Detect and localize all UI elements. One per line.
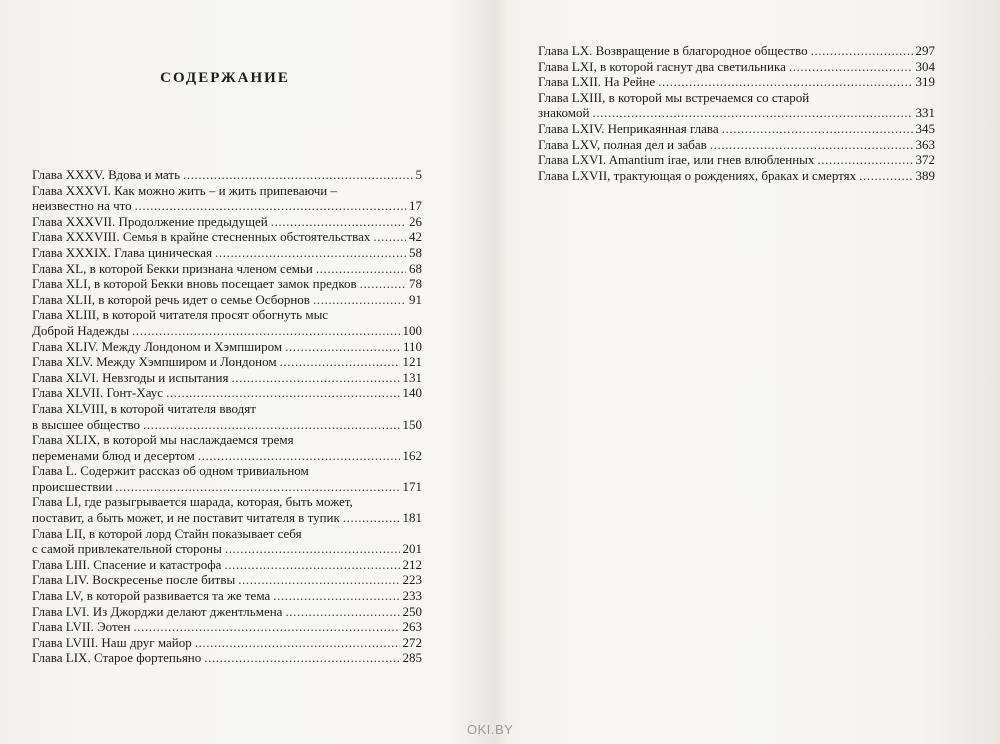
chapter-title: Глава XLVII. Гонт-Хаус	[32, 385, 164, 401]
toc-entry	[32, 463, 422, 494]
dot-leader	[198, 448, 400, 464]
dot-leader	[183, 167, 413, 183]
page-number: 250	[402, 603, 422, 619]
chapter-title: Глава XXXVI. Как можно жить – и жить припеваючи –	[32, 182, 337, 198]
toc-entry-line	[32, 526, 422, 542]
toc-entry	[538, 90, 935, 121]
dot-leader	[135, 198, 406, 214]
toc-entry	[32, 167, 422, 183]
page-number: 162	[402, 447, 422, 463]
toc-entry-line	[538, 90, 935, 106]
page-number: 285	[402, 650, 422, 666]
chapter-title: Глава LIII. Спасение и катастрофа	[32, 556, 222, 572]
dot-leader	[224, 557, 399, 573]
toc-entry-line	[32, 510, 422, 526]
page-number: 345	[915, 120, 935, 136]
right-page	[505, 0, 1000, 744]
toc-entry	[32, 276, 422, 292]
toc-entry-line	[32, 354, 422, 370]
chapter-title: происшествии	[32, 478, 113, 494]
chapter-title: Глава LXV, полная дел и забав	[538, 136, 707, 152]
chapter-title: Глава LXI, в которой гаснут два светильника	[538, 58, 786, 74]
dot-leader	[285, 604, 399, 620]
chapter-title: Глава LVII. Эотен	[32, 619, 131, 635]
page-number: 17	[409, 198, 422, 214]
page-number: 363	[915, 136, 935, 152]
dot-leader	[658, 74, 912, 90]
dot-leader	[204, 650, 399, 666]
chapter-title: Глава XLV. Между Хэмпширом и Лондоном	[32, 354, 277, 370]
toc-entry	[538, 59, 935, 75]
toc-entry-line	[32, 541, 422, 557]
chapter-title: поставит, а быть может, и не поставит читателя в тупик	[32, 510, 340, 526]
dot-leader	[343, 510, 400, 526]
page-number: 26	[409, 213, 422, 229]
toc-entry	[32, 183, 422, 214]
chapter-title: Глава XLII, в которой речь идет о семье Осборнов	[32, 291, 310, 307]
page-number: 304	[915, 58, 935, 74]
toc-entry-line	[32, 557, 422, 573]
toc-entry	[32, 385, 422, 401]
page-number: 110	[402, 338, 422, 354]
contents-heading: СОДЕРЖАНИЕ	[160, 70, 290, 86]
page-number: 263	[402, 619, 422, 635]
page-number: 68	[409, 260, 422, 276]
toc-entry-line	[32, 479, 422, 495]
chapter-title: Глава LVI. Из Джорджи делают джентльмена	[32, 603, 283, 619]
dot-leader	[231, 370, 399, 386]
toc-entry	[538, 43, 935, 59]
dot-leader	[133, 619, 399, 635]
toc-entry-line	[538, 121, 935, 137]
toc-entry	[32, 307, 422, 338]
dot-leader	[373, 229, 406, 245]
chapter-title: Глава LVIII. Наш друг майор	[32, 634, 192, 650]
chapter-title: Глава XL, в которой Бекки признана членом семьи	[32, 260, 313, 276]
chapter-title: Глава LXVI. Amantium irae, или гнев влюбленных	[538, 152, 815, 168]
chapter-title: Глава XLIV. Между Лондоном и Хэмпширом	[32, 338, 283, 354]
toc-entry	[538, 168, 935, 184]
toc-entry-line	[32, 385, 422, 401]
dot-leader	[316, 261, 406, 277]
toc-entry-line	[32, 261, 422, 277]
dot-leader	[592, 105, 912, 121]
toc-entry-line	[538, 59, 935, 75]
page-number: 331	[915, 105, 935, 121]
toc-entry-line	[32, 417, 422, 433]
chapter-title: Доброй Надежды	[32, 322, 130, 338]
toc-entry	[538, 152, 935, 168]
toc-entry-line	[32, 198, 422, 214]
toc-entry-line	[32, 307, 422, 323]
toc-entry-line	[32, 167, 422, 183]
toc-entry	[32, 604, 422, 620]
toc-entry-line	[32, 292, 422, 308]
dot-leader	[132, 323, 399, 339]
dot-leader	[710, 137, 913, 153]
dot-leader	[360, 276, 406, 292]
toc-entry-line	[32, 448, 422, 464]
toc-entry-line	[32, 323, 422, 339]
toc-entry-line	[538, 43, 935, 59]
contents-list-left	[32, 167, 422, 666]
page-number: 131	[402, 369, 422, 385]
toc-entry	[32, 401, 422, 432]
toc-entry-line	[32, 588, 422, 604]
toc-entry-line	[32, 635, 422, 651]
toc-entry-line	[32, 619, 422, 635]
page-number: 372	[915, 152, 935, 168]
dot-leader	[313, 292, 406, 308]
toc-entry	[32, 526, 422, 557]
toc-entry	[32, 650, 422, 666]
page-number: 100	[402, 322, 422, 338]
chapter-title: Глава XXXVIII. Семья в крайне стесненных обстоятельствах	[32, 229, 371, 245]
toc-entry	[32, 229, 422, 245]
chapter-title: в высшее общество	[32, 416, 141, 432]
page-number: 150	[402, 416, 422, 432]
chapter-title: Глава LXII. На Рейне	[538, 74, 656, 90]
chapter-title: Глава LIX. Старое фортепьяно	[32, 650, 202, 666]
chapter-title: неизвестно на что	[32, 198, 132, 214]
page-number: 319	[915, 74, 935, 90]
contents-list-right	[538, 43, 935, 183]
dot-leader	[280, 354, 400, 370]
toc-entry-line	[32, 604, 422, 620]
page-number: 297	[915, 43, 935, 58]
toc-entry-line	[32, 339, 422, 355]
chapter-title: Глава XLVI. Невзгоды и испытания	[32, 369, 229, 385]
page-number: 171	[402, 478, 422, 494]
page-number: 5	[415, 167, 422, 182]
toc-entry-line	[32, 401, 422, 417]
page-number: 42	[409, 229, 422, 245]
page-number: 91	[409, 291, 422, 307]
dot-leader	[115, 479, 399, 495]
toc-entry-line	[538, 152, 935, 168]
toc-entry-line	[32, 494, 422, 510]
page-number: 212	[402, 556, 422, 572]
dot-leader	[722, 121, 913, 137]
dot-leader	[811, 43, 913, 59]
toc-entry	[32, 245, 422, 261]
toc-entry-line	[32, 463, 422, 479]
toc-entry	[32, 494, 422, 525]
toc-entry-line	[32, 432, 422, 448]
toc-entry	[32, 572, 422, 588]
page-number: 233	[402, 588, 422, 604]
page-number: 121	[402, 354, 422, 370]
dot-leader	[271, 214, 406, 230]
page-number: 181	[402, 510, 422, 526]
site-watermark: OKI.BY	[467, 722, 514, 737]
toc-entry-line	[32, 572, 422, 588]
chapter-title: Глава LX. Возвращение в благородное общество	[538, 43, 808, 58]
chapter-title: Глава LII, в которой лорд Стайн показывает себя	[32, 525, 302, 541]
toc-entry	[32, 635, 422, 651]
chapter-title: Глава LXIII, в которой мы встречаемся со старой	[538, 89, 810, 105]
toc-entry-line	[32, 214, 422, 230]
dot-leader	[285, 339, 400, 355]
toc-entry-line	[32, 229, 422, 245]
toc-entry-line	[538, 74, 935, 90]
dot-leader	[143, 417, 399, 433]
left-page	[0, 0, 495, 744]
page-number: 201	[402, 541, 422, 557]
toc-entry-line	[32, 276, 422, 292]
page-number: 140	[402, 385, 422, 401]
chapter-title: Глава LIV. Воскресенье после битвы	[32, 572, 236, 588]
chapter-title: Глава XLIX, в которой мы наслаждаемся тремя	[32, 432, 294, 448]
toc-entry	[32, 214, 422, 230]
toc-entry-line	[32, 370, 422, 386]
page-number: 272	[402, 634, 422, 650]
dot-leader	[273, 588, 399, 604]
chapter-title: Глава XXXIX. Глава циническая	[32, 244, 213, 260]
chapter-title: Глава XLIII, в которой читателя просят обогнуть мыс	[32, 307, 329, 323]
chapter-title: Глава LV, в которой развивается та же тема	[32, 588, 271, 604]
chapter-title: Глава LXIV. Неприкаянная глава	[538, 120, 719, 136]
toc-entry	[32, 292, 422, 308]
toc-entry	[32, 588, 422, 604]
toc-entry	[538, 137, 935, 153]
toc-entry-line	[538, 137, 935, 153]
dot-leader	[859, 168, 912, 184]
chapter-title: Глава LXVII, трактующая о рождениях, браках и смертях	[538, 167, 857, 183]
chapter-title: знакомой	[538, 105, 590, 121]
toc-entry	[32, 370, 422, 386]
dot-leader	[817, 152, 912, 168]
toc-entry	[538, 74, 935, 90]
toc-entry	[32, 354, 422, 370]
chapter-title: Глава XXXVII. Продолжение предыдущей	[32, 213, 268, 229]
chapter-title: Глава L. Содержит рассказ об одном тривиальном	[32, 463, 309, 479]
page-number: 389	[915, 167, 935, 183]
dot-leader	[166, 385, 399, 401]
page-number: 78	[409, 276, 422, 292]
chapter-title: Глава XLVIII, в которой читателя вводят	[32, 400, 256, 416]
dot-leader	[238, 572, 399, 588]
toc-entry-line	[538, 168, 935, 184]
toc-entry	[32, 339, 422, 355]
toc-entry	[32, 619, 422, 635]
dot-leader	[789, 59, 913, 75]
toc-entry	[32, 557, 422, 573]
dot-leader	[215, 245, 406, 261]
toc-entry	[538, 121, 935, 137]
toc-entry-line	[538, 105, 935, 121]
toc-entry-line	[32, 183, 422, 199]
page-number: 223	[402, 572, 422, 588]
chapter-title: с самой привлекательной стороны	[32, 541, 222, 557]
toc-entry-line	[32, 245, 422, 261]
chapter-title: Глава XLI, в которой Бекки вновь посещает замок предков	[32, 276, 357, 292]
chapter-title: переменами блюд и десертом	[32, 447, 195, 463]
page-number: 58	[409, 244, 422, 260]
dot-leader	[225, 541, 400, 557]
toc-entry	[32, 432, 422, 463]
chapter-title: Глава LI, где разыгрывается шарада, которая, быть может,	[32, 494, 353, 510]
toc-entry-line	[32, 650, 422, 666]
toc-entry	[32, 261, 422, 277]
dot-leader	[195, 635, 400, 651]
chapter-title: Глава XXXV. Вдова и мать	[32, 167, 180, 182]
